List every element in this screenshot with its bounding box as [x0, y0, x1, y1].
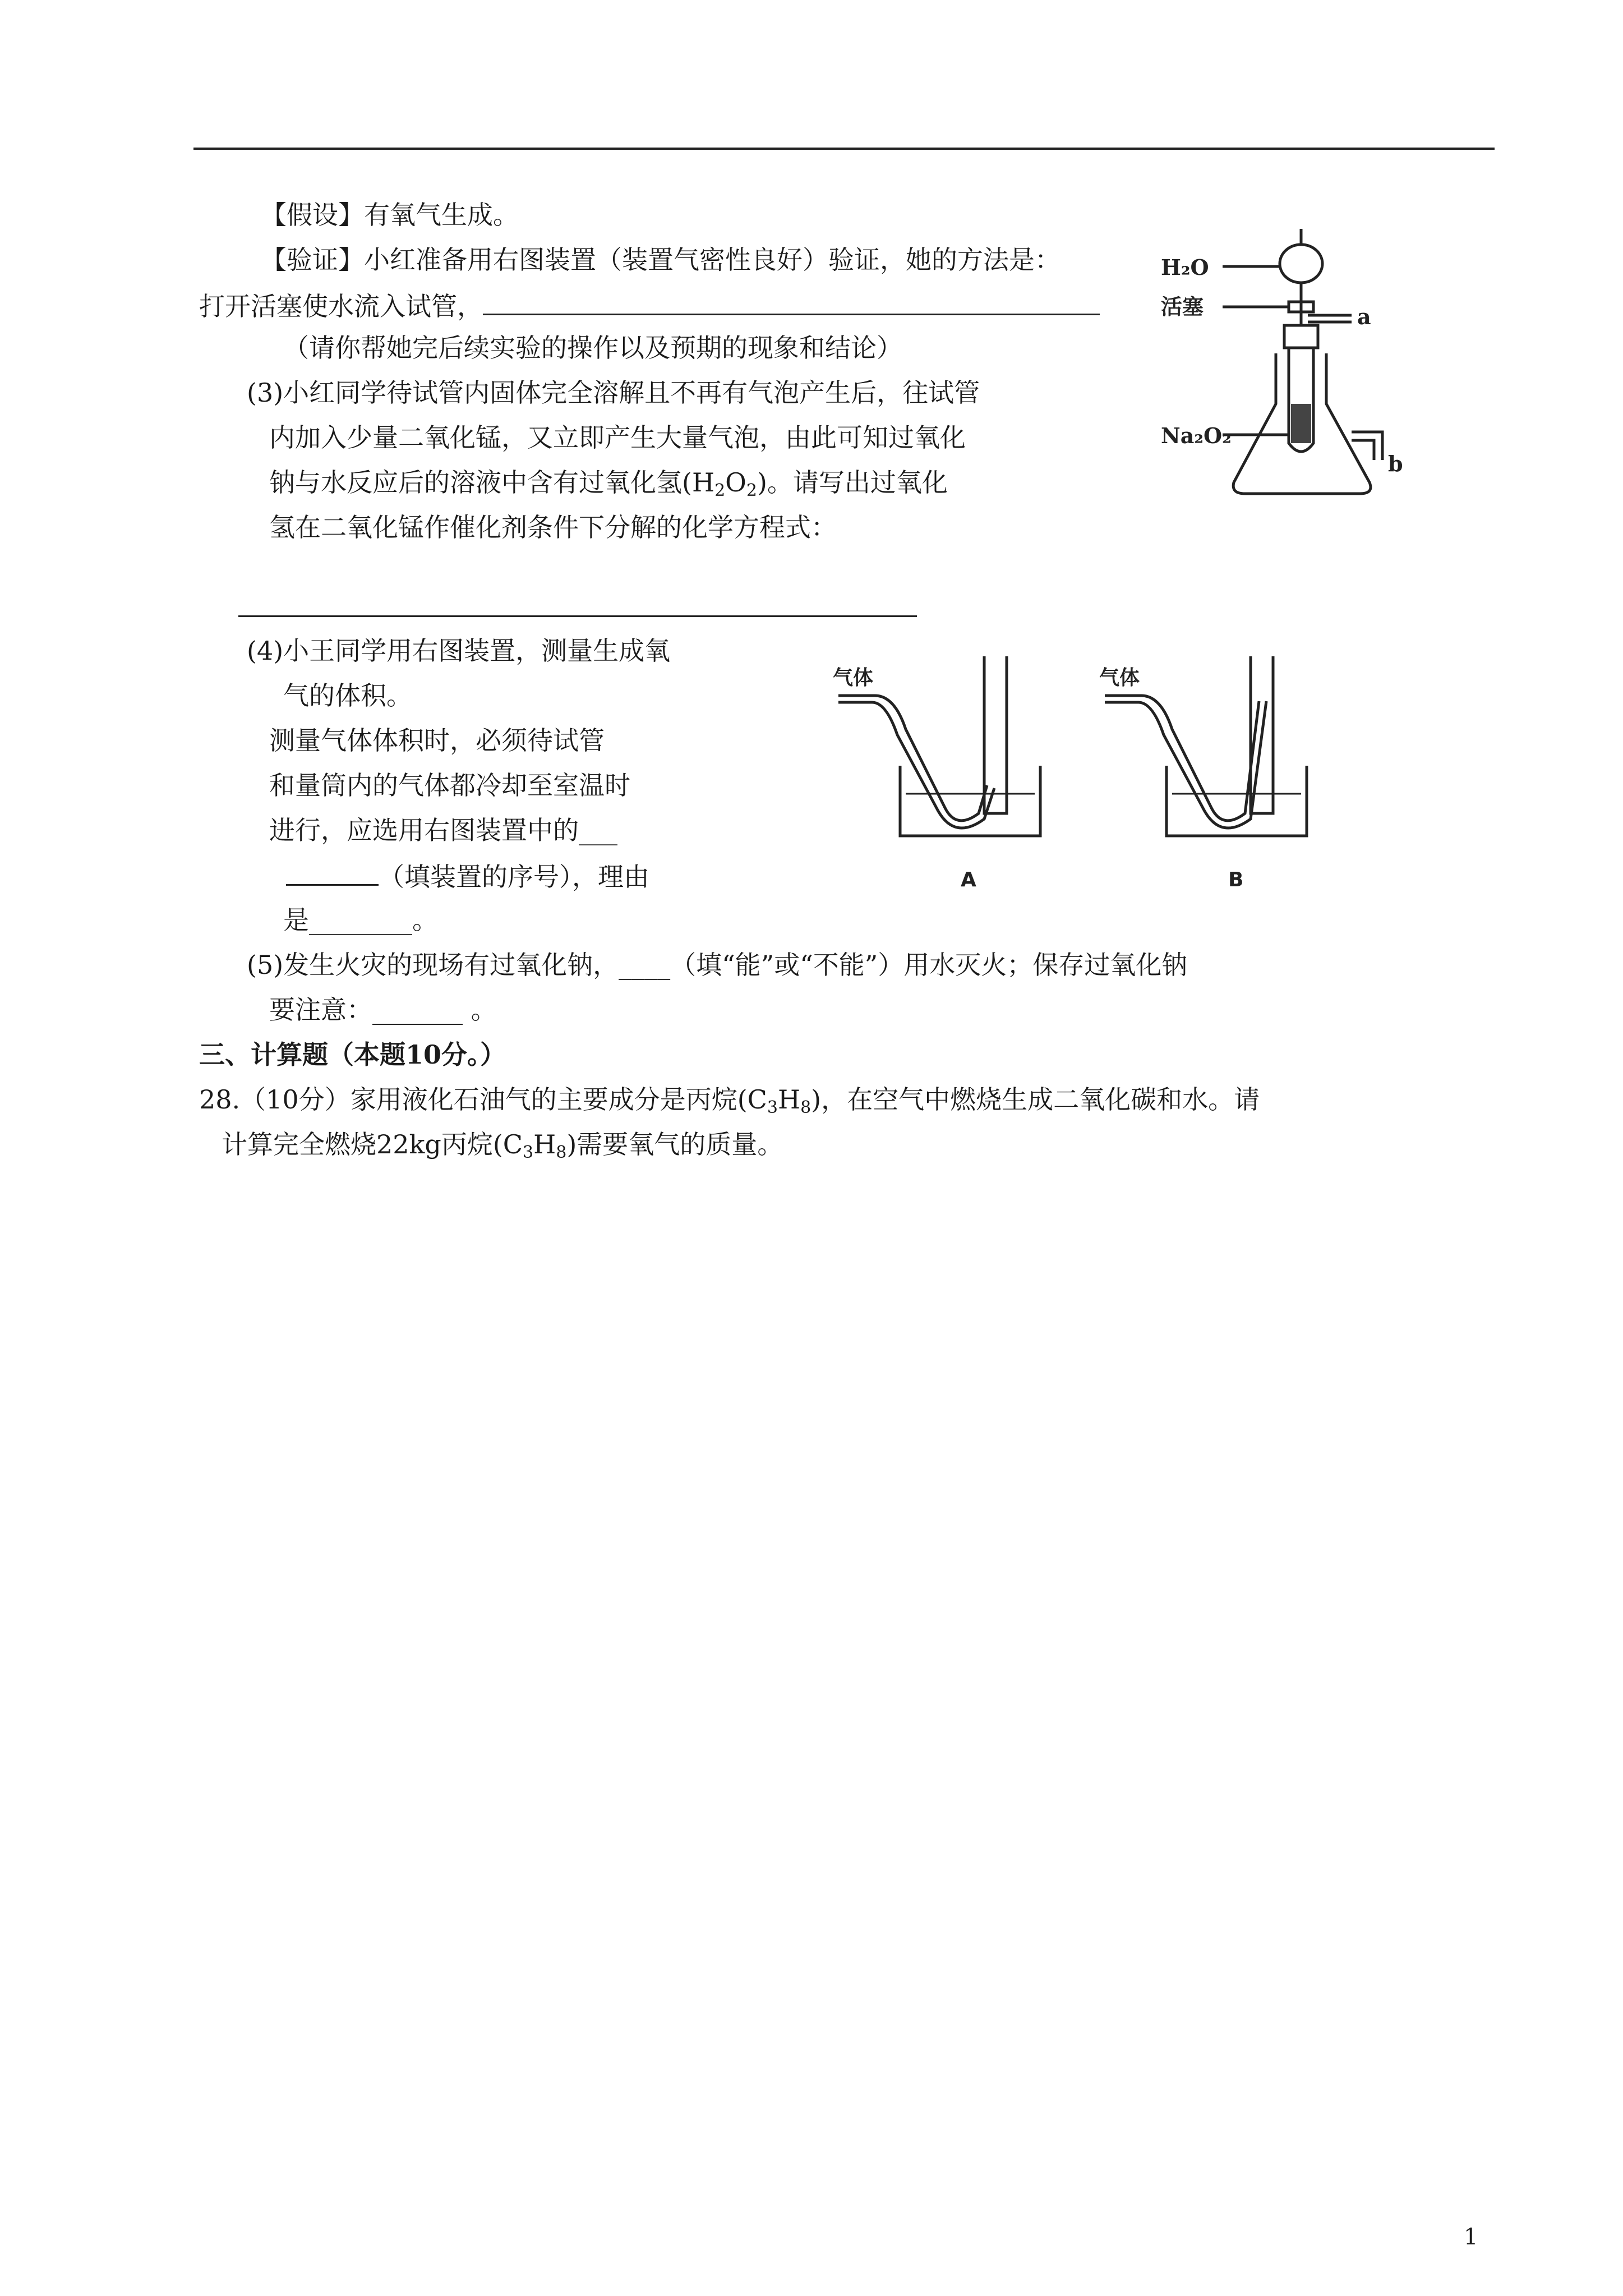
- p5-line-1: (5)发生火灾的现场有过氧化钠，____（填“能”或“不能”）用水灭火；保存过氧化钠: [247, 950, 1188, 980]
- p4-line-1: (4)小王同学用右图装置，测量生成氧: [247, 636, 671, 666]
- p4-line-4: 和量筒内的气体都冷却至室温时: [269, 770, 630, 800]
- label-device-a: A: [961, 868, 976, 891]
- label-gas-a: 气体: [833, 666, 874, 689]
- p4-line-6-text: （填装置的序号），理由: [379, 862, 649, 892]
- verify-line-2-text: 打开活塞使水流入试管，: [199, 291, 483, 321]
- answer-blank-verify[interactable]: [483, 288, 1100, 315]
- label-h2o: H₂O: [1161, 255, 1209, 280]
- p5-line-2: 要注意：_______ 。: [269, 995, 497, 1025]
- p3-line-1: (3)小红同学待试管内固体完全溶解且不再有气泡产生后，往试管: [247, 378, 980, 408]
- p3-sub-1: 2: [714, 481, 726, 500]
- p3-line-3: [269, 466, 948, 499]
- p3-line-3-c: )。请写出过氧化: [757, 467, 948, 498]
- q28-line-1-a: 28.（10分）家用液化石油气的主要成分是丙烷(C: [199, 1084, 767, 1115]
- header-rule: [193, 148, 1495, 150]
- q28-sub-1: 3: [767, 1098, 778, 1117]
- p3-line-4: 氢在二氧化锰作催化剂条件下分解的化学方程式：: [269, 512, 837, 542]
- figure-flask-apparatus: [1161, 219, 1424, 533]
- q28-line-2: [222, 1128, 783, 1161]
- hypothesis-line: 【假设】有氧气生成。: [261, 200, 519, 230]
- p3-line-3-b: O: [725, 467, 746, 498]
- p3-line-3-a: 钠与水反应后的溶液中含有过氧化氢(H: [269, 467, 715, 498]
- delivery-tube-a: [838, 696, 987, 821]
- label-valve: 活塞: [1161, 294, 1204, 319]
- p4-line-5: 进行，应选用右图装置中的___: [269, 815, 617, 845]
- label-na2o2: Na₂O₂: [1161, 423, 1232, 448]
- p4-line-6: [286, 858, 649, 894]
- figure-gas-collection: [816, 645, 1354, 909]
- delivery-tube-b: [1105, 696, 1259, 821]
- p3-sub-2: 2: [746, 481, 757, 500]
- label-a: a: [1357, 304, 1371, 329]
- answer-blank-device[interactable]: [286, 858, 379, 886]
- q28-sub-2: 8: [800, 1098, 811, 1117]
- verify-hint: （请你帮她完后续实验的操作以及预期的现象和结论）: [283, 333, 902, 363]
- q28-line-2-c: )需要氧气的质量。: [566, 1129, 783, 1159]
- page-number: 1: [1464, 2224, 1478, 2250]
- q28-line-1: [199, 1083, 1260, 1116]
- label-gas-b: 气体: [1099, 666, 1140, 689]
- q28-sub-4: 8: [556, 1143, 567, 1162]
- funnel-bulb: [1280, 245, 1322, 283]
- q28-line-2-b: H: [533, 1129, 556, 1159]
- p4-line-7: 是________。: [283, 905, 438, 935]
- q28-sub-3: 3: [523, 1143, 534, 1162]
- verify-line-1: 【验证】小红准备用右图装置（装置气密性良好）验证，她的方法是：: [261, 245, 1061, 275]
- answer-blank-equation[interactable]: [238, 615, 917, 617]
- q28-line-2-a: 计算完全燃烧22kg丙烷(C: [222, 1129, 523, 1159]
- graduated-cylinder-a: [984, 656, 1007, 813]
- verify-line-2: [199, 288, 1100, 323]
- p4-line-3: 测量气体体积时，必须待试管: [269, 725, 605, 756]
- label-b: b: [1388, 451, 1403, 476]
- p4-line-2: 气的体积。: [283, 680, 412, 711]
- na2o2-solid: [1291, 404, 1311, 443]
- q28-line-1-b: H: [777, 1084, 801, 1115]
- p3-line-2: 内加入少量二氧化锰，又立即产生大量气泡，由此可知过氧化: [269, 422, 966, 453]
- section-3-heading: 三、计算题（本题10分。）: [199, 1039, 506, 1070]
- label-device-b: B: [1228, 868, 1244, 891]
- q28-line-1-c: )，在空气中燃烧生成二氧化碳和水。请: [811, 1084, 1260, 1115]
